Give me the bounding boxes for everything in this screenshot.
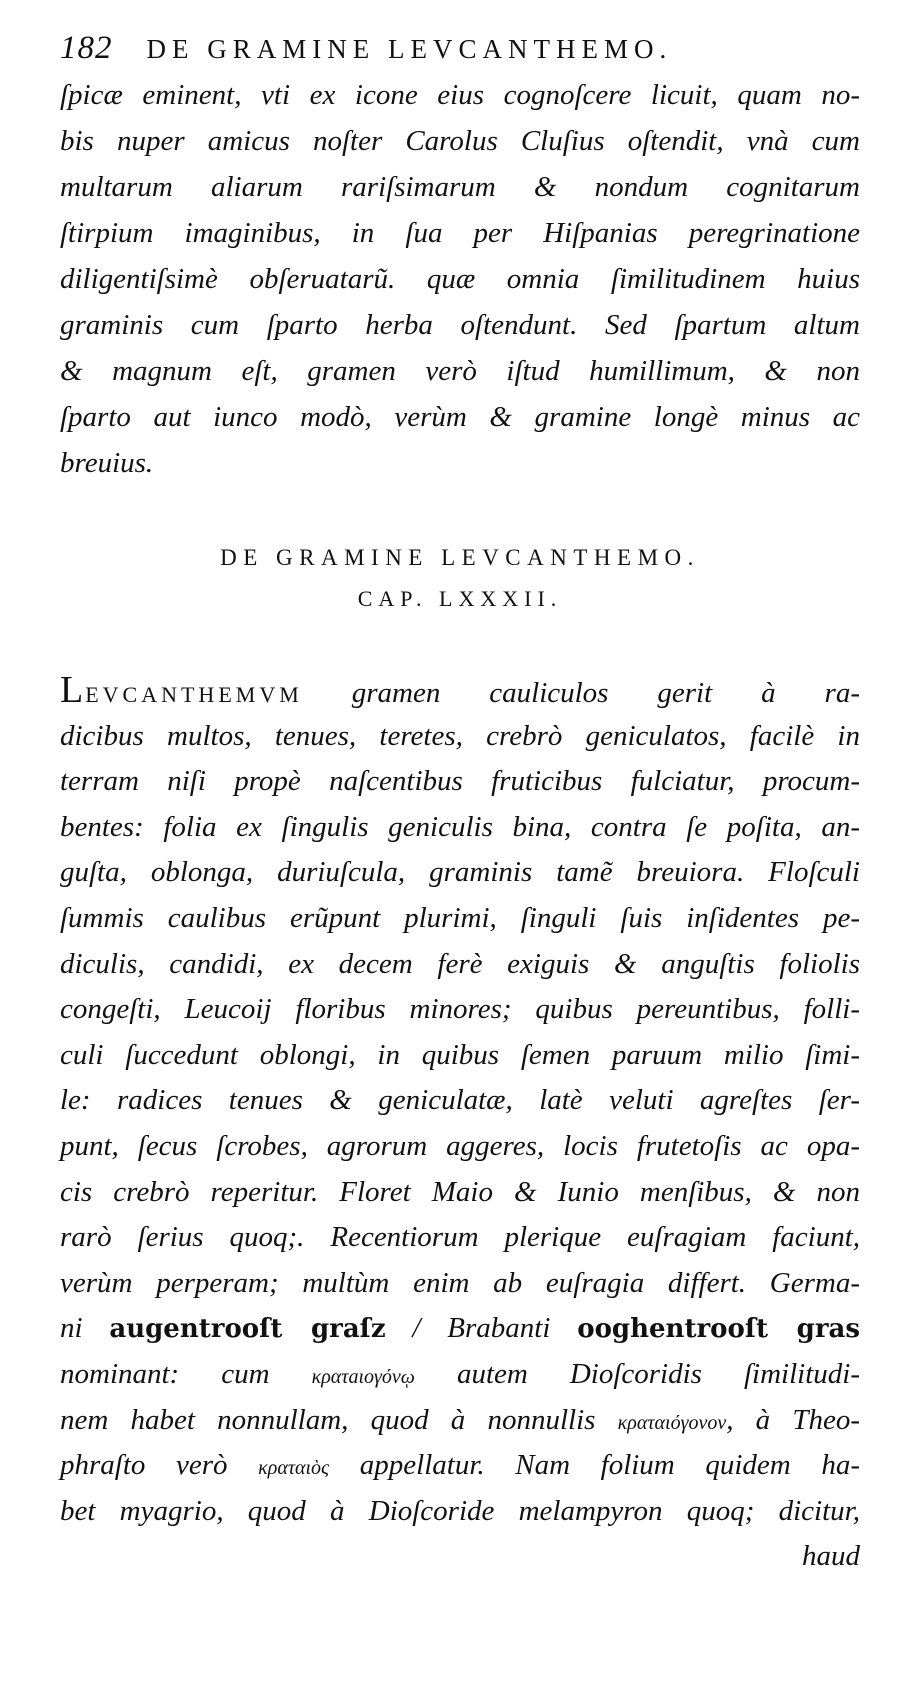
- page-number: 182: [60, 30, 113, 66]
- continuation-paragraph: [60, 72, 860, 486]
- line-prefix: ni: [60, 1312, 83, 1345]
- text-line: verùm perperam; multùm enim ab euſragia differt. Germa-: [60, 1266, 860, 1299]
- chapter-body: [60, 668, 860, 1580]
- running-title: DE GRAMINE LEVCANTHEMO.: [146, 34, 673, 64]
- text-line: bet myagrio, quod à Dioſcoride melampyron quoq; dicitur,: [60, 1494, 860, 1527]
- catchword: haud: [802, 1540, 860, 1573]
- german-name-line: [60, 1306, 860, 1352]
- text-line: guſta, oblonga, duriuſcula, graminis tamẽ breuiora. Floſculi: [60, 856, 860, 889]
- lead-word: EVCANTHEMVM: [85, 682, 303, 707]
- text-line: diligentiſsimè obſeruatarũ. quæ omnia ſimilitudinem huius: [60, 263, 860, 295]
- brabant-plant-name: ooghentrooſt gras: [577, 1314, 861, 1345]
- line-text: phraſto verò: [60, 1449, 259, 1482]
- text-line: terram niſi propè naſcentibus fruticibus fulciatur, procum-: [60, 765, 860, 798]
- line-text: appellatur. Nam folium quidem ha-: [329, 1449, 860, 1482]
- text-line: multarum aliarum rariſsimarum & nondum cognitarum: [60, 171, 860, 203]
- chapter-title: DE GRAMINE LEVCANTHEMO.: [220, 545, 700, 570]
- text-line: diculis, candidi, ex decem ferè exiguis & anguſtis foliolis: [60, 947, 860, 980]
- text-line: cis crebrò reperitur. Floret Maio & Iunio menſibus, & non: [60, 1175, 860, 1208]
- line-middle: / Brabanti: [385, 1312, 578, 1345]
- text-line: punt, ſecus ſcrobes, agrorum aggeres, locis frutetoſis ac opa-: [60, 1129, 860, 1162]
- opening-line: [60, 668, 860, 714]
- opening-line-text: gramen cauliculos gerit à ra-: [302, 677, 860, 709]
- text-line: ſpicæ eminent, vti ex icone eius cognoſcere licuit, quam no-: [60, 79, 860, 111]
- greek-line: [60, 1398, 860, 1444]
- text-line: culi ſuccedunt oblongi, in quibus ſemen paruum milio ſimi-: [60, 1038, 860, 1071]
- text-line: le: radices tenues & geniculatæ, latè veluti agreſtes ſer-: [60, 1084, 860, 1117]
- chapter-heading: [60, 537, 860, 619]
- line-text: nominant: cum: [60, 1357, 312, 1390]
- greek-word: κραταιὸς: [258, 1457, 330, 1480]
- text-line: & magnum eſt, gramen verò iſtud humillimum, & non: [60, 355, 860, 387]
- greek-line: [60, 1352, 860, 1398]
- text-line: ſparto aut iunco modò, verùm & gramine longè minus ac: [60, 401, 860, 433]
- greek-line: [60, 1443, 860, 1489]
- text-line: bentes: folia ex ſingulis geniculis bina, contra ſe poſita, an-: [60, 810, 860, 843]
- text-line: bis nuper amicus noſter Carolus Cluſius oſtendit, vnà cum: [60, 125, 860, 157]
- line-text: autem Dioſcoridis ſimilitudi-: [414, 1357, 860, 1390]
- text-line: graminis cum ſparto herba oſtendunt. Sed ſpartum altum: [60, 309, 860, 341]
- text-line: congeſti, Leucoij floribus minores; quibus pereuntibus, folli-: [60, 993, 860, 1026]
- drop-letter: L: [60, 669, 86, 711]
- text-line: ſtirpium imaginibus, in ſua per Hiſpanias peregrinatione: [60, 217, 860, 249]
- text-line: breuius.: [60, 447, 154, 479]
- chapter-number: CAP. LXXXII.: [357, 586, 563, 611]
- text-line: ſummis caulibus erũpunt plurimi, ſinguli ſuis inſidentes pe-: [60, 901, 860, 934]
- line-text: , à Theo-: [726, 1403, 860, 1436]
- german-plant-name: augentrooſt graſz: [109, 1314, 386, 1345]
- text-line: dicibus multos, tenues, teretes, crebrò geniculatos, facilè in: [60, 719, 860, 752]
- greek-word: κρατaιογόνῳ: [311, 1365, 415, 1388]
- greek-word: κραταιόγονον: [617, 1411, 727, 1434]
- text-line: rarò ſerius quoq;. Recentiorum plerique euſragiam faciunt,: [60, 1221, 860, 1254]
- line-text: nem habet nonnullam, quod à nonnullis: [60, 1403, 618, 1436]
